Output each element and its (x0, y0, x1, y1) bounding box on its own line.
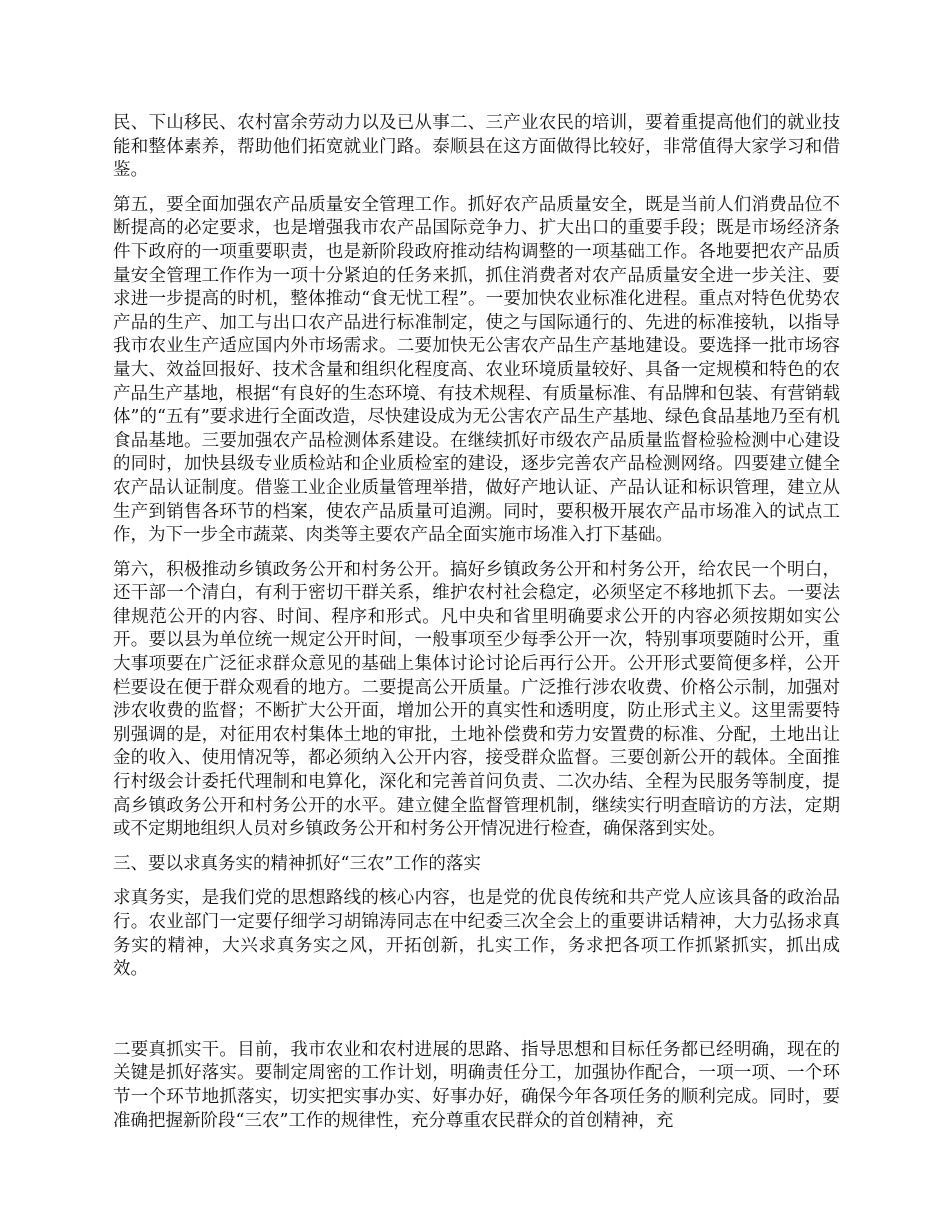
paragraph-training: 民、下山移民、农村富余劳动力以及已从事二、三产业农民的培训，要着重提高他们的就业技能和整体素养，帮助他们拓宽就业门路。泰顺县在这方面做得比较好，非常值得大家学习和借鉴。 (113, 113, 840, 181)
section-heading-three: 三、要以求真务实的精神抓好“三农”工作的落实 (113, 853, 481, 874)
paragraph-second-work-hard: 二要真抓实干。目前，我市农业和农村进展的思路、指导思想和目标任务都已经明确，现在的关键是抓好落实。要制定周密的工作计划，明确责任分工，加强协作配合，一项一项、一个环节一个环节地抓落实，切实把实事办实、好事办好，确保今年各项任务的顺利完成。同时，要准确把握新阶段“三农”工作的规律性，充分尊重农民群众的首创精神，充 (113, 1039, 840, 1131)
paragraph-seek-truth: 求真务实，是我们党的思想路线的核心内容，也是党的优良传统和共产党人应该具备的政治品行。农业部门一定要仔细学习胡锦涛同志在中纪委三次全会上的重要讲话精神，大力弘扬求真务实的精神，大兴求真务实之风，开拓创新，扎实工作，务求把各项工作抓紧抓实，抓出成效。 (113, 888, 840, 980)
paragraph-fifth-quality-safety: 第五，要全面加强农产品质量安全管理工作。抓好农产品质量安全，既是当前人们消费品位不断提高的必定要求，也是增强我市农产品国际竞争力、扩大出口的重要手段；既是市场经济条件下政府的一项重要职责，也是新阶段政府推动结构调整的一项基础工作。各地要把农产品质量安全管理工作作为一项十分紧迫的任务来抓，抓住消费者对农产品质量安全进一步关注、要求进一步提高的时机，整体推动“食无忧工程”。一要加快农业标准化进程。重点对特色优势农产品的生产、加工与出口农产品进行标准制定，使之与国际通行的、先进的标准接轨，以指导我市农业生产适应国内外市场需求。二要加快无公害农产品生产基地建设。要选择一批市场容量大、效益回报好、技术含量和组织化程度高、农业环境质量较好、具备一定规模和特色的农产品生产基地，根据“有良好的生态环境、有技术规程、有质量标准、有品牌和包装、有营销载体”的“五有”要求进行全面改造，尽快建设成为无公害农产品生产基地、绿色食品基地乃至有机食品基地。三要加强农产品检测体系建设。在继续抓好市级农产品质量监督检验检测中心建设的同时，加快县级专业质检站和企业质检室的建设，逐步完善农产品检测网络。四要建立健全农产品认证制度。借鉴工业企业质量管理举措，做好产地认证、产品认证和标识管理，建立从生产到销售各环节的档案，使农产品质量可追溯。同时，要积极开展农产品市场准入的试点工作，为下一步全市蔬菜、肉类等主要农产品全面实施市场准入打下基础。 (113, 194, 840, 546)
paragraph-sixth-open-affairs: 第六，积极推动乡镇政务公开和村务公开。搞好乡镇政务公开和村务公开，给农民一个明白，还干部一个清白，有利于密切干群关系，维护农村社会稳定，必须坚定不移地抓下去。一要法律规范公开的内容、时间、程序和形式。凡中央和省里明确要求公开的内容必须按期如实公开。要以县为单位统一规定公开时间，一般事项至少每季公开一次，特别事项要随时公开，重大事项要在广泛征求群众意见的基础上集体讨论讨论后再行公开。公开形式要简便多样，公开栏要设在便于群众观看的地方。二要提高公开质量。广泛推行涉农收费、价格公示制，加强对涉农收费的监督；不断扩大公开面，增加公开的真实性和透明度，防止形式主义。这里需要特别强调的是，对征用农村集体土地的审批，土地补偿费和劳力安置费的标准、分配，土地出让金的收入、使用情况等，都必须纳入公开内容，接受群众监督。三要创新公开的载体。全面推行村级会计委托代理制和电算化，深化和完善首问负责、二次办结、全程为民服务等制度，提高乡镇政务公开和村务公开的水平。建立健全监督管理机制，继续实行明查暗访的方法，定期或不定期地组织人员对乡镇政务公开和村务公开情况进行检查，确保落到实处。 (113, 559, 840, 840)
blank-gap (113, 993, 840, 1039)
document-body (113, 112, 840, 1144)
